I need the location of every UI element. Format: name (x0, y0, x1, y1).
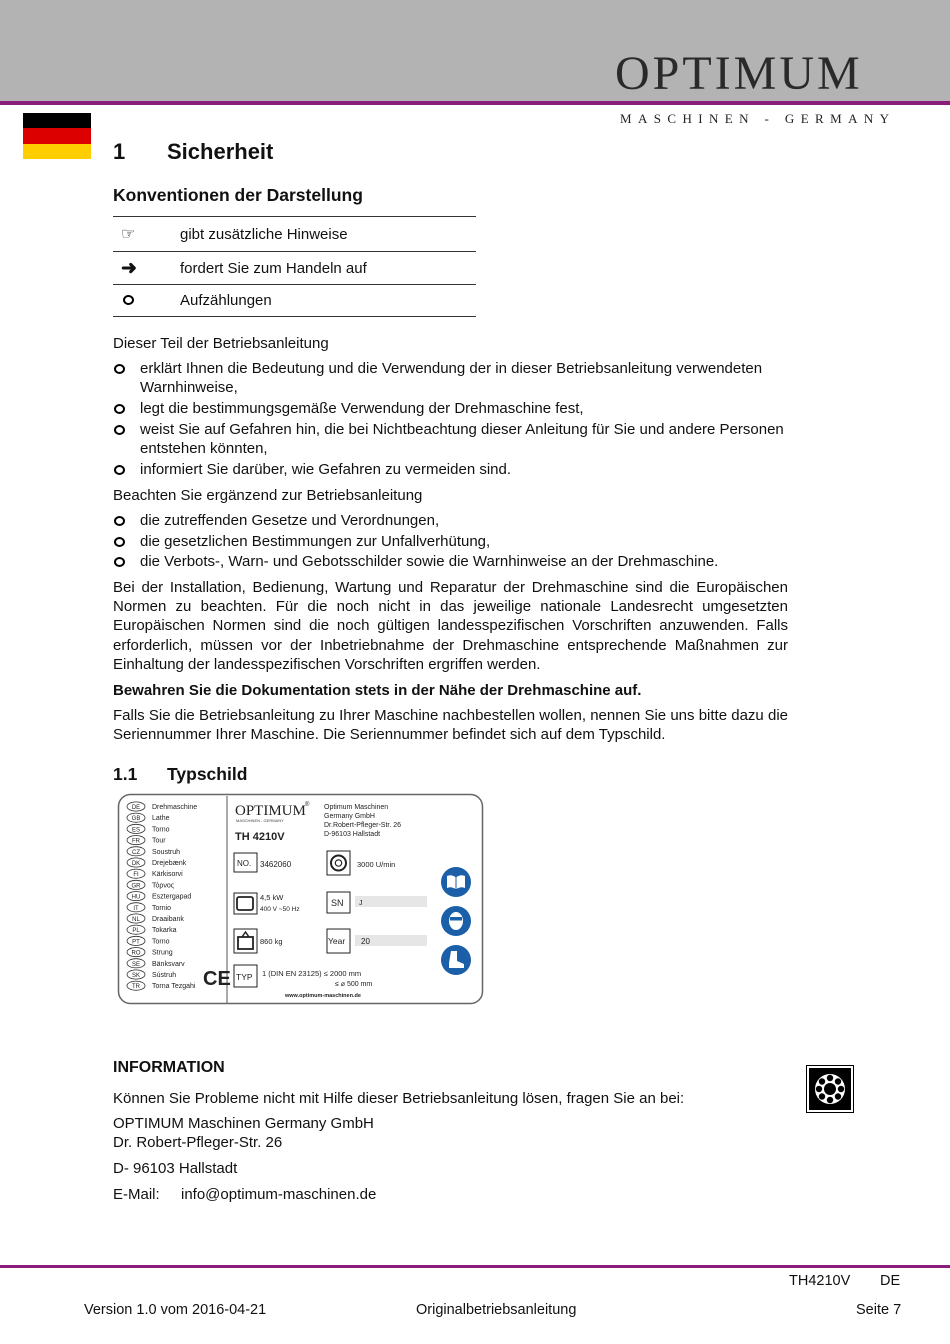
language-code: SK (131, 973, 141, 979)
info-street: Dr. Robert-Pfleger-Str. 26 (113, 1134, 283, 1151)
language-word: Torna Tezgahi (152, 983, 196, 991)
list-item: informiert Sie darüber, wie Gefahren zu vermeiden sind. (113, 460, 788, 479)
footer-page: Seite 7 (856, 1302, 902, 1318)
email-link[interactable]: info@optimum-maschinen.de (181, 1186, 377, 1203)
info-heading: INFORMATION (113, 1059, 225, 1076)
conventions-row (113, 217, 476, 252)
language-code: PL (132, 928, 140, 935)
subsection-title: Typschild (167, 764, 248, 784)
language-code: SE (131, 961, 141, 968)
section-title: Sicherheit (167, 139, 274, 164)
plate-year-value: 20 (361, 937, 370, 946)
plate-url: www.optimum-maschinen.de (285, 993, 361, 999)
footer-document: Originalbetriebsanleitung (416, 1302, 577, 1318)
language-code: GR (131, 883, 141, 890)
plate-no-label: NO. (237, 859, 252, 868)
language-code: NL (132, 917, 140, 923)
type-plate (117, 793, 484, 1005)
list-item: die Verbots-, Warn- und Gebotsschilder sowie die Warnhinweise an der Drehmaschine. (113, 552, 788, 571)
ce-mark: CE (203, 968, 231, 990)
language-word: Esztergapad (152, 893, 192, 901)
german-flag-icon (23, 113, 91, 159)
bullet-circle-icon (114, 465, 125, 475)
note-list (113, 511, 788, 573)
plate-address-line: Germany GmbH (324, 813, 375, 820)
keep-docs-notice: Bewahren Sie die Dokumentation stets in der Nähe der Drehmaschine auf. (113, 682, 642, 699)
language-word: Torno (152, 826, 170, 834)
language-code: TR (132, 984, 140, 991)
language-code: GB (131, 816, 141, 823)
list-item: die gesetzlichen Bestimmungen zur Unfallverhütung, (113, 532, 788, 551)
language-word: Draaibank (152, 916, 184, 923)
list-item: erklärt Ihnen die Bedeutung und die Verwendung der in dieser Betriebsanleitung verwendeten Warnhinweise, (113, 359, 788, 397)
language-code: DE (131, 805, 141, 811)
language-word: Kärkisorvi (152, 871, 183, 879)
bullet-circle-icon (123, 295, 134, 305)
plate-model: TH 4210V (235, 831, 285, 843)
pointing-hand-icon: ☞ (121, 226, 136, 243)
plate-typ-value2: ≤ ⌀ 500 mm (335, 981, 373, 988)
language-code: HU (131, 894, 141, 901)
info-email-line (113, 1185, 788, 1204)
language-word: Lathe (152, 815, 170, 823)
language-code: IT (133, 905, 139, 912)
section-heading (113, 139, 273, 165)
language-word: Bänksvarv (152, 960, 185, 968)
language-word: Drehmaschine (152, 804, 198, 811)
plate-sn-label: SN (331, 898, 344, 908)
list-item: legt die bestimmungsgemäße Verwendung der Drehmaschine fest, (113, 399, 788, 418)
plate-weight: 860 kg (260, 937, 283, 946)
language-word: Tornio (152, 904, 172, 912)
subsection-heading (113, 764, 247, 785)
language-word: Tokarka (152, 927, 177, 935)
conventions-heading: Konventionen der Darstellung (113, 185, 363, 205)
language-code: RO (131, 950, 141, 957)
plate-address-line: Dr.Robert-Pfleger-Str. 26 (324, 822, 402, 829)
plate-typ-label: TYP (236, 972, 253, 982)
plate-year-label: Year (328, 936, 346, 946)
list-item: die zutreffenden Gesetze und Verordnungen, (113, 511, 788, 530)
face-protection-icon (441, 906, 471, 936)
plate-address-line: D-96103 Hallstadt (324, 831, 381, 838)
footer-language: DE (880, 1273, 901, 1289)
plate-typ-value: 1 (DIN EN 23125) ≤ 2000 mm (262, 969, 362, 978)
reorder-paragraph: Falls Sie die Betriebsanleitung zu Ihrer Maschine nachbestellen wollen, nennen Sie uns bitte dazu die Seriennummer Ihrer Maschine. Die Seriennummer befindet sich auf dem Typschild. (113, 707, 788, 744)
plate-brand-reg: ® (305, 802, 310, 808)
bullet-circle-icon (114, 364, 125, 374)
plate-voltage: 400 V ~50 Hz (260, 906, 300, 913)
plate-brand-sub: MASCHINEN - GERMANY (236, 818, 284, 823)
brand-subtitle: MASCHINEN - GERMANY (620, 111, 896, 126)
language-word: Soustruh (152, 848, 181, 856)
subsection-number: 1.1 (113, 764, 138, 784)
language-word: Tour (152, 837, 166, 845)
read-manual-icon (441, 867, 471, 897)
bullet-circle-icon (114, 557, 125, 567)
info-text: Können Sie Probleme nicht mit Hilfe dieser Betriebsanleitung lösen, fragen Sie an bei: (113, 1090, 685, 1107)
language-code: PT (132, 939, 140, 946)
bullet-circle-icon (114, 425, 125, 435)
conventions-text: Aufzählungen (180, 292, 272, 309)
language-word: Torno (152, 938, 170, 946)
conventions-table (113, 216, 476, 317)
language-word: Strung (152, 949, 173, 957)
conventions-row (113, 285, 476, 317)
intro-list (113, 359, 788, 480)
brand-logo: OPTIMUM (615, 47, 863, 100)
information-icon (806, 1065, 854, 1113)
plate-sn-value: J (359, 900, 363, 907)
conventions-text: gibt zusätzliche Hinweise (180, 225, 348, 243)
arrow-right-icon: ➜ (121, 257, 137, 279)
list-item: weist Sie auf Gefahren hin, die bei Nichtbeachtung dieser Anleitung für Sie und andere Personen entstehen könnten, (113, 420, 788, 458)
footer-rule (0, 1265, 950, 1268)
conventions-row (113, 252, 476, 285)
bullet-circle-icon (114, 516, 125, 526)
info-company: OPTIMUM Maschinen Germany GmbH (113, 1115, 374, 1132)
installation-paragraph: Bei der Installation, Bedienung, Wartung und Reparatur der Drehmaschine sind die Europäischen Normen zu beachten. Für die noch nicht in das jeweilige nationale Landesrecht umgesetzten Europäischen Normen sind die noch gültigen landesspezifischen Vorschriften anzuwenden. Falls erforderlich, müssen vor der Inbetriebnahme der Drehmaschine entsprechende Maßnahmen zur Einhaltung der landesspezifischen Vorschriften ergriffen werden. (113, 579, 788, 673)
section-number: 1 (113, 139, 126, 164)
header-rule (0, 101, 950, 105)
intro-text: Dieser Teil der Betriebsanleitung (113, 335, 329, 352)
language-code: FI (133, 872, 139, 879)
plate-no-value: 3462060 (260, 860, 292, 869)
safety-boots-icon (441, 945, 471, 975)
plate-power: 4,5 kW (260, 893, 284, 902)
language-code: FR (132, 838, 140, 845)
plate-speed: 3000 U/min (357, 860, 396, 869)
plate-brand: OPTIMUM (235, 803, 306, 819)
bullet-circle-icon (114, 404, 125, 414)
language-code: DK (131, 861, 141, 867)
conventions-text: fordert Sie zum Handeln auf (180, 259, 367, 277)
language-word: Sústruh (152, 972, 177, 979)
info-city: D- 96103 Hallstadt (113, 1160, 238, 1177)
email-label: E-Mail: (113, 1186, 160, 1203)
language-code: ES (131, 827, 141, 834)
language-code: CZ (132, 849, 140, 856)
plate-address-line: Optimum Maschinen (324, 804, 389, 811)
bullet-circle-icon (114, 537, 125, 547)
language-word: Drejebænk (152, 860, 187, 867)
type-plate-graphic (117, 793, 484, 1005)
footer-version: Version 1.0 vom 2016-04-21 (84, 1302, 267, 1318)
note-intro-text: Beachten Sie ergänzend zur Betriebsanleitung (113, 487, 423, 504)
language-word: Τόρνος (152, 882, 175, 890)
footer-model: TH4210V (789, 1273, 851, 1289)
